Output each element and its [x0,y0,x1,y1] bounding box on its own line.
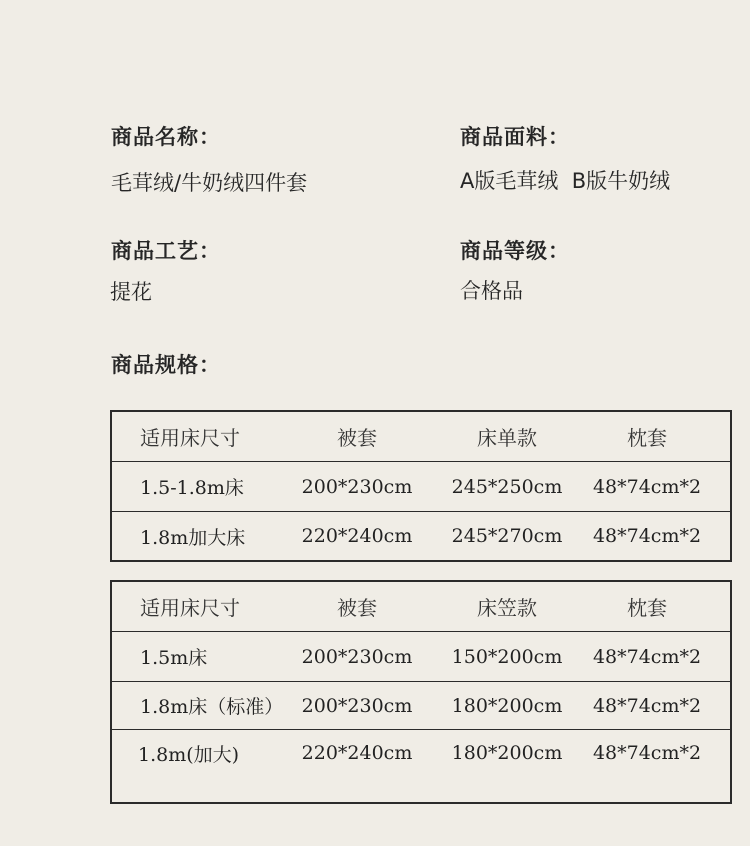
header-bed-sheet: 床单款 [477,426,537,450]
spec-table-sheet [110,410,732,562]
cell-bed-size: 1.8m床（标准） [140,696,284,718]
cell-pillowcase: 48*74cm*2 [592,742,702,764]
product-grade-label: 商品等级： [460,239,570,263]
cell-bed-size: 1.5m床 [140,647,208,669]
table-header-row [112,412,730,462]
header-fitted-sheet: 床笠款 [477,596,537,620]
cell-duvet-cover: 200*230cm [301,694,413,717]
table-row [112,462,730,512]
cell-fitted-sheet: 180*200cm [451,694,563,717]
table-row [112,682,730,730]
cell-fitted-sheet: 150*200cm [451,645,563,668]
header-pillowcase: 枕套 [627,596,667,620]
product-name-label: 商品名称： [111,125,221,149]
cell-bed-sheet: 245*270cm [451,525,563,547]
table-header-row [112,582,730,632]
product-craft-label: 商品工艺： [111,239,221,263]
product-fabric-value: A版毛茸绒 B版牛奶绒 [460,169,671,193]
product-grade-value: 合格品 [460,279,523,303]
cell-pillowcase: 48*74cm*2 [592,525,702,547]
table-row [112,730,730,802]
cell-duvet-cover: 200*230cm [301,475,413,498]
product-spec-label: 商品规格： [111,353,221,377]
header-duvet-cover: 被套 [337,426,377,450]
table-row [112,632,730,682]
cell-bed-size: 1.8m加大床 [140,526,246,549]
header-bed-size: 适用床尺寸 [140,596,240,620]
spec-table-fitted [110,580,732,804]
cell-fitted-sheet: 180*200cm [451,742,563,764]
cell-duvet-cover: 200*230cm [301,645,413,668]
cell-pillowcase: 48*74cm*2 [592,645,702,668]
product-craft-value: 提花 [110,280,152,304]
header-bed-size: 适用床尺寸 [140,426,240,450]
cell-bed-size: 1.5-1.8m床 [140,477,244,499]
cell-duvet-cover: 220*240cm [301,742,413,764]
product-name-value: 毛茸绒/牛奶绒四件套 [111,171,308,195]
cell-bed-sheet: 245*250cm [451,475,563,498]
table-row [112,512,730,560]
header-pillowcase: 枕套 [627,426,667,450]
cell-bed-size: 1.8m(加大) [138,743,240,766]
cell-pillowcase: 48*74cm*2 [592,475,702,498]
header-duvet-cover: 被套 [337,596,377,620]
product-fabric-label: 商品面料： [460,125,570,149]
cell-pillowcase: 48*74cm*2 [592,694,702,717]
cell-duvet-cover: 220*240cm [301,525,413,547]
